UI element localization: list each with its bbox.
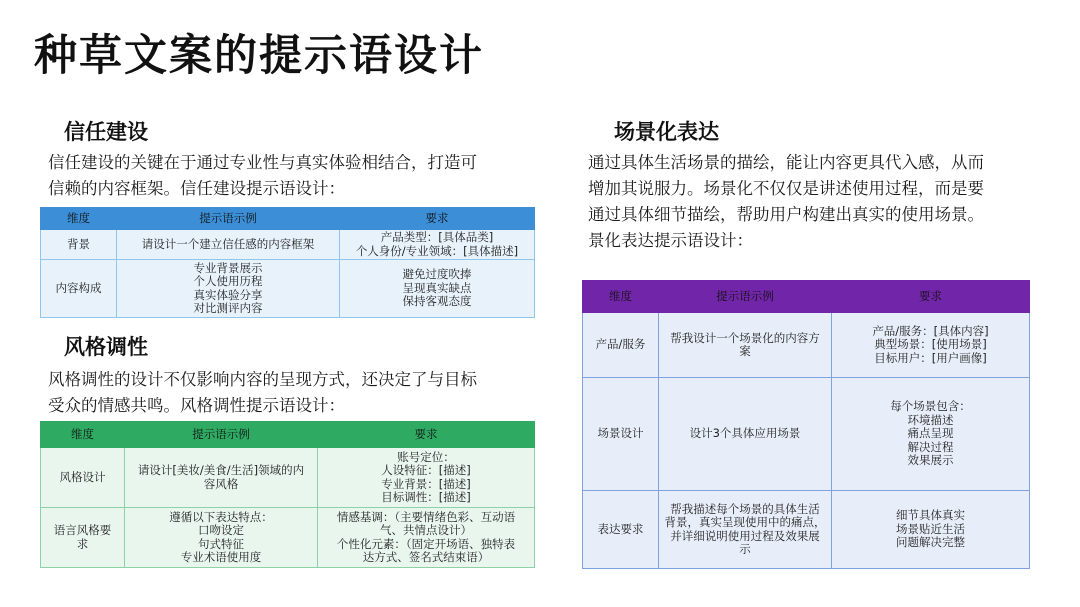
- scene-paragraph: [588, 150, 1058, 254]
- cell-line: 示: [739, 542, 751, 556]
- cell-line: 语言风格要: [53, 523, 112, 537]
- scene-table: [582, 280, 1030, 569]
- cell-line: 情感基调：（主要情绪色彩、互动语: [336, 509, 516, 524]
- cell-dimension: 场景设计: [583, 378, 659, 491]
- column-header-example: 提示语示例: [117, 208, 340, 230]
- cell-example: [117, 260, 340, 318]
- cell-line: 帮我设计一个场景化的内容方: [670, 330, 820, 345]
- cell-line: 请设计[美妆/美食/生活]领域的内: [137, 463, 305, 477]
- cell-line: 帮我描述每个场景的具体生活: [670, 501, 820, 516]
- style-table: [40, 421, 535, 568]
- cell-line: 专业术语使用度: [180, 550, 262, 564]
- cell-dimension: 表达要求: [583, 491, 659, 569]
- cell-requirement: [318, 448, 535, 508]
- scene-paragraph-line: 景化表达提示语设计：: [588, 231, 753, 250]
- cell-line: 效果展示: [907, 453, 954, 468]
- trust-heading: 信任建设: [64, 120, 148, 144]
- style-paragraph: [48, 367, 548, 419]
- table-header-row: [583, 281, 1030, 313]
- cell-line: 口吻设定: [198, 523, 244, 537]
- scene-heading: 场景化表达: [614, 120, 719, 144]
- cell-line: 句式特征: [198, 536, 244, 551]
- cell-requirement: [832, 491, 1030, 569]
- cell-line: 并详细说明使用过程及效果展: [670, 528, 820, 543]
- cell-line: 专业背景：[描述]: [381, 476, 471, 491]
- cell-line: 对比测评内容: [193, 301, 263, 315]
- cell-line: 典型场景：[使用场景]: [874, 337, 987, 352]
- table-row: [583, 313, 1030, 378]
- cell-line: 案: [739, 344, 751, 358]
- cell-line: 产品/服务：[具体内容]: [872, 323, 989, 338]
- cell-line: 风格设计: [59, 469, 106, 484]
- cell-line: 避免过度吹捧: [402, 267, 472, 282]
- cell-dimension: [41, 508, 125, 568]
- cell-line: 请设计一个建立信任感的内容框架: [141, 236, 315, 251]
- column-header-example: 提示语示例: [659, 281, 832, 313]
- column-header-requirement: 要求: [340, 208, 535, 230]
- cell-line: 背景，真实呈现使用中的痛点，: [664, 515, 826, 529]
- column-header-requirement: 要求: [318, 422, 535, 448]
- table-header-row: [41, 422, 535, 448]
- column-header-dimension: 维度: [583, 281, 659, 313]
- cell-line: 每个场景包含：: [890, 399, 971, 414]
- cell-line: 目标用户：[用户画像]: [874, 350, 987, 365]
- cell-requirement: [340, 230, 535, 260]
- column-header-dimension: 维度: [41, 422, 125, 448]
- table-row: [41, 260, 535, 318]
- cell-line: 专业背景展示: [193, 260, 263, 275]
- column-header-dimension: 维度: [41, 208, 117, 230]
- cell-line: 场景贴近生活: [896, 521, 965, 536]
- cell-requirement: [340, 260, 535, 318]
- cell-dimension: [41, 448, 125, 508]
- cell-line: 问题解决完整: [896, 535, 965, 550]
- cell-line: 解决过程: [907, 439, 954, 454]
- style-paragraph-line: 受众的情感共鸣。风格调性提示语设计：: [48, 396, 345, 415]
- style-paragraph-line: 风格调性的设计不仅影响内容的呈现方式，还决定了与目标: [48, 370, 477, 389]
- table-row: [583, 491, 1030, 569]
- table-row: [583, 378, 1030, 491]
- trust-paragraph: [48, 150, 548, 202]
- page-title: 种草文案的提示语设计: [34, 31, 484, 81]
- cell-line: 呈现真实缺点: [402, 280, 472, 295]
- cell-requirement: [318, 508, 535, 568]
- cell-line: 气、共情点设计）: [380, 523, 472, 537]
- cell-line: 遵循以下表达特点：: [169, 509, 273, 524]
- style-heading: 风格调性: [64, 335, 148, 359]
- table-row: [41, 448, 535, 508]
- cell-line: 个性化元素：（固定开场语、独特表: [336, 536, 516, 551]
- cell-line: 痛点呈现: [907, 426, 954, 441]
- table-header-row: [41, 208, 535, 230]
- cell-line: 环境描述: [907, 412, 954, 427]
- cell-example: [659, 313, 832, 378]
- cell-line: 账号定位：: [397, 449, 455, 464]
- cell-line: 求: [76, 536, 89, 551]
- cell-line: 达方式、签名式结束语）: [362, 550, 490, 564]
- column-header-example: 提示语示例: [125, 422, 318, 448]
- cell-line: 人设特征：[描述]: [381, 463, 471, 477]
- table-row: [41, 230, 535, 260]
- scene-paragraph-line: 增加其说服力。场景化不仅仅是讲述使用过程，而是要: [588, 179, 984, 198]
- cell-line: 真实体验分享: [193, 287, 263, 302]
- cell-line: 保持客观态度: [402, 294, 472, 309]
- cell-line: 设计3个具体应用场景: [689, 426, 801, 441]
- cell-example: [125, 508, 318, 568]
- cell-line: 细节具体真实: [896, 508, 965, 523]
- cell-dimension: 背景: [41, 230, 117, 260]
- scene-paragraph-line: 通过具体细节描绘，帮助用户构建出真实的使用场景。: [588, 205, 984, 224]
- cell-example: [659, 491, 832, 569]
- trust-paragraph-line: 信任建设的关键在于通过专业性与真实体验相结合，打造可: [48, 153, 477, 172]
- cell-example: [125, 448, 318, 508]
- cell-example: [659, 378, 832, 491]
- trust-paragraph-line: 信赖的内容框架。信任建设提示语设计：: [48, 179, 345, 198]
- cell-line: 产品类型：[具体品类]: [380, 230, 494, 244]
- cell-requirement: [832, 313, 1030, 378]
- cell-line: 个人使用历程: [193, 274, 263, 288]
- cell-dimension: 内容构成: [41, 260, 117, 318]
- cell-example: [117, 230, 340, 260]
- scene-paragraph-line: 通过具体生活场景的描绘，能让内容更具代入感，从而: [588, 153, 984, 172]
- cell-dimension: 产品/服务: [583, 313, 659, 378]
- trust-table: [40, 207, 535, 318]
- cell-line: 个人身份/专业领域：[具体描述]: [355, 243, 519, 258]
- cell-line: 目标调性：[描述]: [381, 490, 471, 504]
- table-row: [41, 508, 535, 568]
- column-header-requirement: 要求: [832, 281, 1030, 313]
- cell-line: 容风格: [203, 476, 239, 491]
- cell-requirement: [832, 378, 1030, 491]
